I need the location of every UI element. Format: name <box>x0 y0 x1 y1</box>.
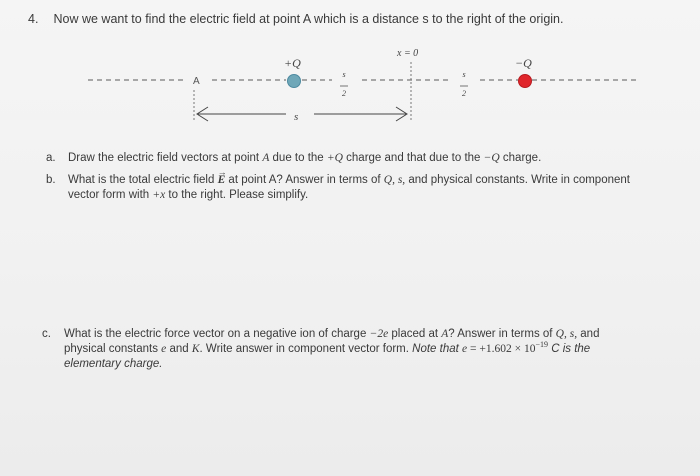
part-c-text <box>64 327 599 372</box>
part-c-line-2 <box>64 342 599 357</box>
plus-q-label: +Q <box>284 56 301 70</box>
minus-q-label: −Q <box>515 56 532 70</box>
minus-q-charge <box>519 75 532 88</box>
charge-diagram <box>0 0 700 140</box>
distance-s-label: s <box>294 111 299 123</box>
part-b-line-1 <box>68 173 630 188</box>
part-c-note-unit: C is the <box>548 343 591 355</box>
distance-arrow <box>197 107 407 121</box>
part-c-line-3: elementary charge. <box>64 358 163 370</box>
half-s-right-den: 2 <box>462 89 466 98</box>
part-a-text-1: Draw the electric field vectors at point <box>68 152 263 164</box>
part-c-text-5: physical constants <box>64 343 162 355</box>
part-c-k: K <box>191 343 200 355</box>
part-c-point: A <box>441 328 449 340</box>
part-c-e: e <box>161 343 167 355</box>
part-a-letter: a. <box>46 152 56 164</box>
half-s-left-num: s <box>342 70 346 79</box>
part-c-ion-charge: −2e <box>369 328 389 340</box>
part-b-text-2: at point A? Answer in terms of <box>225 174 384 186</box>
point-a-label: A <box>193 76 200 87</box>
part-b-text <box>68 173 630 203</box>
part-c-note-exponent: −19 <box>535 340 548 350</box>
part-c-letter: c. <box>42 328 51 340</box>
part-c-line-1 <box>64 327 599 342</box>
plus-q-charge <box>288 75 301 88</box>
part-c-variables: Q, s, <box>555 328 578 340</box>
part-a-text <box>68 151 541 166</box>
part-c-text-4: and <box>577 328 600 340</box>
part-a-point: A <box>262 152 270 164</box>
part-b <box>46 173 686 205</box>
part-a-minus-q: −Q <box>483 152 500 164</box>
part-b-text-1: What is the total electric field <box>68 174 218 186</box>
part-c-text-6: and <box>166 343 192 355</box>
part-b-text-4: vector form with <box>68 189 153 201</box>
part-c <box>42 327 682 377</box>
part-b-letter: b. <box>46 174 56 186</box>
part-b-variables: Q, s, <box>383 174 406 186</box>
part-b-line-2 <box>68 188 630 203</box>
origin-label: x = 0 <box>397 48 419 59</box>
part-c-note: Note that <box>412 343 463 355</box>
part-c-text-1: What is the electric force vector on a negative ion of charge <box>64 328 370 340</box>
question-number: 4. <box>28 12 39 26</box>
part-a-text-4: charge. <box>499 152 542 164</box>
part-b-plus-x: +x <box>152 189 166 201</box>
part-c-note-value: = +1.602 × 10 <box>467 343 536 355</box>
part-b-text-5: to the right. Please simplify. <box>165 189 309 201</box>
half-s-right-num: s <box>462 70 466 79</box>
question-text: Now we want to find the electric field at point A which is a distance s to the right of the origin. <box>53 12 564 26</box>
half-s-left-den: 2 <box>342 89 346 98</box>
part-c-text-7: . Write answer in component vector form. <box>199 343 413 355</box>
part-a-plus-q: +Q <box>326 152 343 164</box>
part-a <box>46 151 686 167</box>
part-a-text-3: charge and that due to the <box>342 152 484 164</box>
part-c-note-e: e <box>462 343 468 355</box>
part-c-text-2: placed at <box>388 328 442 340</box>
part-a-text-2: due to the <box>269 152 327 164</box>
part-c-text-3: ? Answer in terms of <box>448 328 556 340</box>
part-b-text-3: and physical constants. Write in component <box>405 174 630 186</box>
vertical-markers <box>194 62 411 122</box>
electric-field-vector: → E <box>218 174 226 186</box>
